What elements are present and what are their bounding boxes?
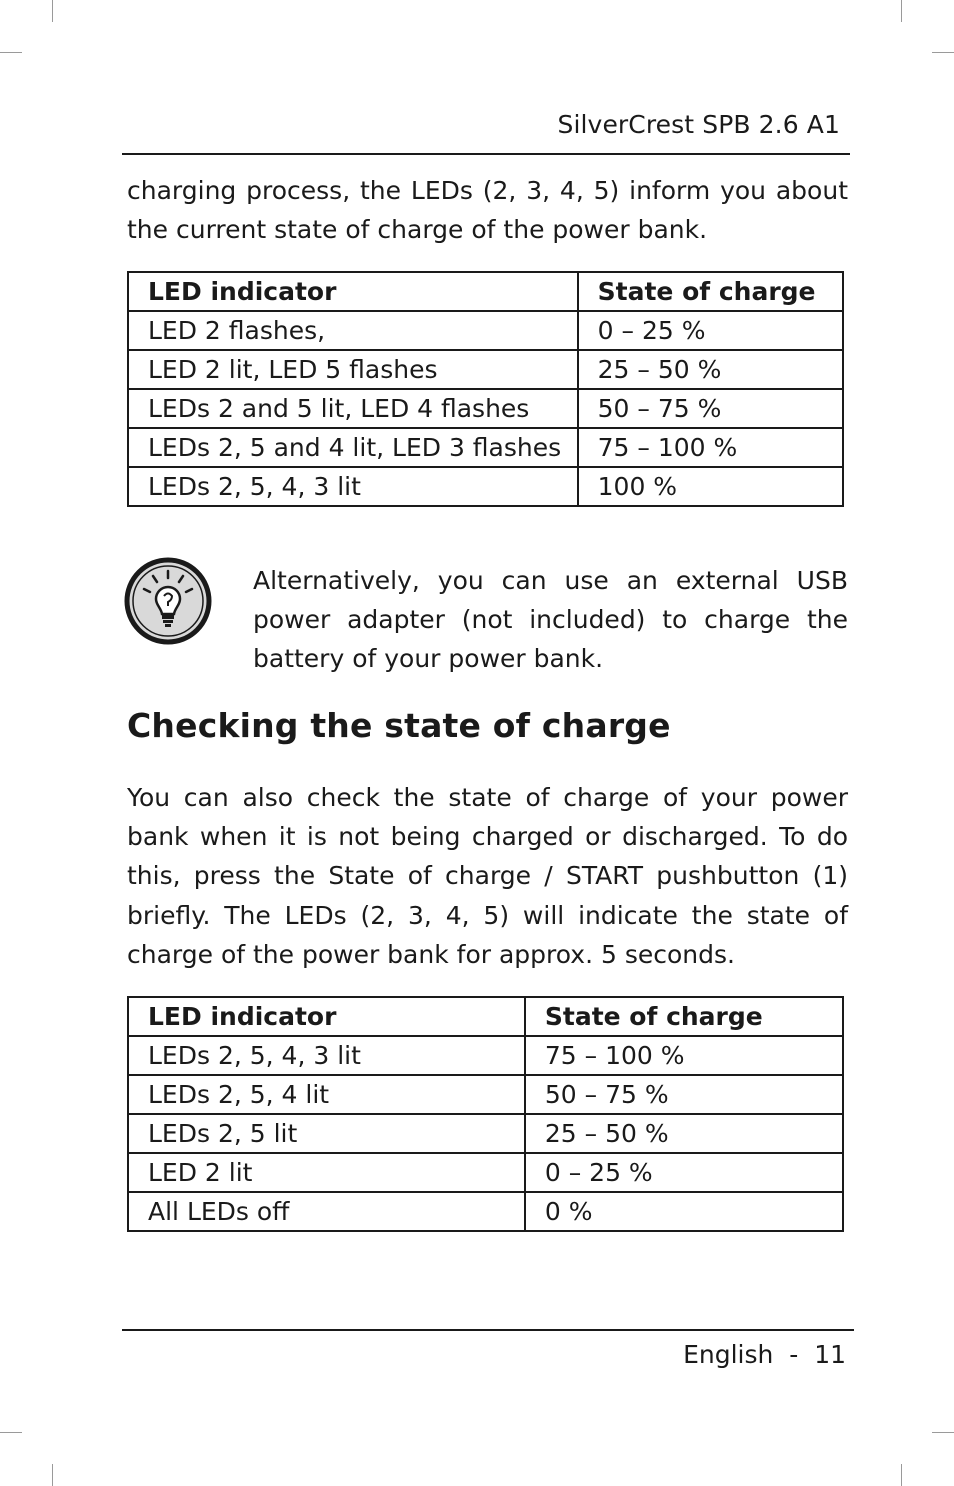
crop-mark — [932, 52, 954, 53]
footer-separator: - — [789, 1340, 799, 1369]
cell-led: LEDs 2, 5, 4 lit — [128, 1075, 525, 1114]
table-row — [128, 311, 843, 350]
charging-led-table — [127, 271, 844, 507]
tip-paragraph: Alternatively, you can use an external USB power adapter (not included) to charge the battery of your power bank. — [253, 566, 848, 674]
column-header-led: LED indicator — [128, 272, 578, 311]
cell-led: LED 2 lit, LED 5 flashes — [128, 350, 578, 389]
page-header-title: SilverCrest SPB 2.6 A1 — [557, 110, 840, 139]
cell-led: LED 2 flashes, — [128, 311, 578, 350]
cell-led: All LEDs off — [128, 1192, 525, 1231]
lightbulb-icon — [124, 556, 212, 646]
table-row — [128, 1153, 843, 1192]
cell-led: LEDs 2, 5 and 4 lit, LED 3 flashes — [128, 428, 578, 467]
crop-mark — [0, 1432, 22, 1433]
cell-led: LEDs 2 and 5 lit, LED 4 flashes — [128, 389, 578, 428]
cell-state: 0 – 25 % — [578, 311, 843, 350]
cell-led: LEDs 2, 5 lit — [128, 1114, 525, 1153]
crop-mark — [52, 0, 53, 22]
cell-state: 50 – 75 % — [525, 1075, 843, 1114]
crop-mark — [901, 1464, 902, 1486]
table-header-row — [128, 997, 843, 1036]
table-row — [128, 389, 843, 428]
header-rule — [122, 153, 850, 155]
table-header-row — [128, 272, 843, 311]
crop-mark — [52, 1464, 53, 1486]
table-row — [128, 467, 843, 506]
cell-led: LED 2 lit — [128, 1153, 525, 1192]
cell-state: 75 – 100 % — [525, 1036, 843, 1075]
cell-state: 25 – 50 % — [525, 1114, 843, 1153]
table-row — [128, 1036, 843, 1075]
cell-state: 0 – 25 % — [525, 1153, 843, 1192]
cell-state: 25 – 50 % — [578, 350, 843, 389]
page-number: 11 — [814, 1340, 846, 1369]
table-row — [128, 1075, 843, 1114]
cell-state: 100 % — [578, 467, 843, 506]
check-led-table — [127, 996, 844, 1232]
page-footer — [683, 1340, 846, 1369]
table-row — [128, 350, 843, 389]
crop-mark — [0, 52, 22, 53]
cell-led: LEDs 2, 5, 4, 3 lit — [128, 1036, 525, 1075]
section-heading: Checking the state of charge — [127, 706, 671, 745]
column-header-state: State of charge — [525, 997, 843, 1036]
cell-state: 0 % — [525, 1192, 843, 1231]
section-paragraph: You can also check the state of charge of your power bank when it is not being charged or discharged. To do this, press the State of charge / START pushbutton (1) briefly. The LEDs (2, 3, 4, 5) will indicate the state of charge of the power bank for approx. 5 seconds. — [127, 783, 848, 969]
footer-rule — [122, 1329, 854, 1331]
footer-language: English — [683, 1340, 774, 1369]
column-header-state: State of charge — [578, 272, 843, 311]
column-header-led: LED indicator — [128, 997, 525, 1036]
crop-mark — [901, 0, 902, 22]
cell-state: 50 – 75 % — [578, 389, 843, 428]
table-row — [128, 1114, 843, 1153]
cell-led: LEDs 2, 5, 4, 3 lit — [128, 467, 578, 506]
table-row — [128, 428, 843, 467]
intro-paragraph: charging process, the LEDs (2, 3, 4, 5) inform you about the current state of charge of the power bank. — [127, 176, 848, 245]
cell-state: 75 – 100 % — [578, 428, 843, 467]
crop-mark — [932, 1432, 954, 1433]
table-row — [128, 1192, 843, 1231]
